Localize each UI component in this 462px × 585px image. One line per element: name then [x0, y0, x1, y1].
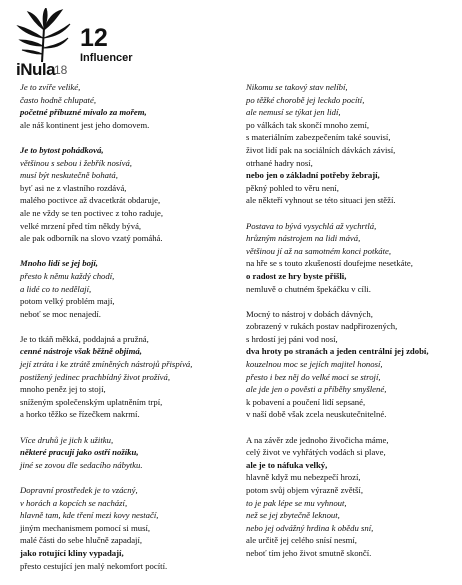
poem-line: Je to zvíře veliké,: [20, 82, 81, 92]
poem-line: ale jde jen o pověsti a příběhy smyšlené,: [246, 384, 387, 395]
poem-line: sníženým společenským uplatněním trpí,: [20, 396, 163, 407]
flower-icon: [14, 8, 74, 64]
stanza: [246, 308, 452, 421]
poem-line: zobrazený v rukách postav nadpřirozených,: [246, 321, 398, 332]
right-column: [246, 81, 452, 572]
poem-line: cenné nástroje však běžně objímá,: [20, 346, 142, 357]
poem-line: potom svůj objem výrazně zvětší,: [246, 485, 364, 495]
poem-line: Nikomu se takový stav nelíbí,: [246, 82, 348, 92]
poem-line: Postava to bývá vysychlá až vychrtlá,: [246, 220, 377, 231]
poem-line: A na závěr zde jednoho živočicha máme,: [246, 434, 389, 445]
inula-logo: [14, 8, 84, 80]
poem-line: Mnoho lidí se jej bojí,: [20, 258, 98, 269]
stanza: [20, 257, 230, 320]
poem-line: nemluvě o chutném špekáčku v cíli.: [246, 283, 371, 294]
stanza: [20, 144, 230, 245]
poem-line: o radost ze hry byste přišli,: [246, 270, 347, 281]
poem-line: ale náš kontinent jest jeho domovem.: [20, 119, 150, 130]
poem-line: po válkách tak skončí mnoho zemí,: [246, 119, 370, 130]
poem-line: po těžké chorobě jej leckdo pocítí,: [246, 94, 365, 105]
poem-line: Více druhů je jich k užitku,: [20, 434, 114, 445]
issue-number: 12: [80, 24, 108, 52]
poem-line: přesto k němu každý chodí,: [20, 270, 115, 281]
left-column: [20, 81, 230, 585]
poem-line: většinou jí až na samotném konci potkáte,: [246, 245, 392, 256]
poem-line: s materiálním zabezpečením také souvisí,: [246, 132, 391, 143]
poem-line: jako rotující kliny vypadají,: [20, 547, 124, 558]
poem-line: v horách a kopcích se nachází,: [20, 497, 128, 508]
poem-line: k pobavení a poučení lidí sepsané,: [246, 396, 366, 407]
poem-line: život lidí pak na sociálních dávkách závisí,: [246, 144, 396, 155]
poem-line: dva hroty po stranách a jeden centrální jej zdobí,: [246, 346, 429, 357]
poem-line: musí být neskutečně bohatá,: [20, 170, 118, 181]
poem-line: její ztráta i ke ztrátě zmíněných nástrojů přispívá,: [20, 359, 193, 370]
poem-line: nebo jej odvážný hrdina k obědu sní,: [246, 522, 374, 533]
issue-title: Influencer: [80, 52, 133, 64]
poem-line: přesto i bez něj do velké moci se strojí,: [246, 371, 381, 382]
poem-line: jiným mechanismem pomocí si musí,: [20, 522, 151, 533]
stanza: [246, 434, 452, 560]
poem-line: neboť tím jeho život smutně skončí.: [246, 547, 372, 558]
poem-line: potom velký problém mají,: [20, 296, 115, 307]
poem-line: neboť se moc nenajedí.: [20, 308, 101, 319]
page-header: [14, 8, 214, 80]
poem-line: ale nemusí se týkat jen lidí,: [246, 107, 341, 118]
poem-line: početné příbuzné mívalo za mořem,: [20, 107, 147, 118]
poem-line: než se jej zbytečně leknout,: [246, 510, 340, 521]
poem-line: Dopravní prostředek je to vzácný,: [20, 485, 138, 495]
poem-line: otrhané hadry nosí,: [246, 157, 313, 168]
stanza: [20, 81, 230, 131]
poem-line: velké mrzení před tím někdy bývá,: [20, 220, 142, 231]
poem-line: na hře se s touto zkušeností doufejme nesetkáte,: [246, 258, 413, 269]
poem-line: byť asi ne z vlastního rozdává,: [20, 182, 127, 193]
poem-line: většinou s sebou i žebřík nosívá,: [20, 157, 132, 168]
poem-line: Mocný to nástroj v dobách dávných,: [246, 308, 373, 319]
poem-line: ale ne vždy se ten poctivec z toho raduje,: [20, 207, 164, 218]
stanza: [246, 81, 452, 207]
poem-line: hlavně tam, kde tření mezi kovy nestačí,: [20, 510, 159, 521]
poem-line: to je pak lépe se mu vyhnout,: [246, 497, 347, 508]
poem-line: Je to tkáň měkká, poddajná a pružná,: [20, 333, 149, 344]
poem-line: přesto cestující jen malý nekomfort pocítí.: [20, 560, 168, 571]
poem-line: hrůzným nástrojem na lidi mává,: [246, 233, 361, 244]
poem-line: malé části do sebe hlučně zapadají,: [20, 535, 143, 546]
logo-text: iNula: [16, 60, 56, 79]
poem-line: a horko těžko se řízečkem nakrmí.: [20, 409, 140, 420]
stanza: [20, 484, 230, 572]
poem-line: a lidé co to nedělají,: [20, 283, 92, 294]
poem-line: nebo jen o základní potřeby žebrají,: [246, 170, 380, 181]
logo-superscript: 18: [54, 63, 68, 77]
poem-line: kouzelnou moc se jejích majitel honosí,: [246, 359, 383, 370]
poem-line: v naší době však zcela neuskutečnitelné.: [246, 409, 387, 420]
poem-line: jiné se zovou dle sedacího nábytku.: [20, 459, 143, 470]
poem-line: pěkný pohled to věru není,: [246, 182, 339, 193]
poem-line: často hodně chlupaté,: [20, 94, 96, 105]
poem-line: hlavně když mu nebezpečí hrozí,: [246, 472, 361, 483]
poem-line: Je to bytost pohádková,: [20, 144, 104, 155]
poem-line: ale určitě jej celého snísí nesmí,: [246, 535, 357, 546]
stanza: [20, 434, 230, 472]
poem-line: ale pak odborník na slovo vzatý pomáhá.: [20, 233, 163, 244]
poem-line: ale někteří vyhnout se této situaci jen stěží.: [246, 195, 396, 206]
poem-line: mnoho peněz jej to stojí,: [20, 384, 106, 395]
poem-line: malého poctivce až dvacetkrát obdaruje,: [20, 195, 161, 206]
stanza: [20, 333, 230, 421]
poem-line: ale je to náfuka velký,: [246, 459, 328, 470]
poem-line: některé pracují jako ostří nožíku,: [20, 447, 139, 458]
poem-line: celý život ve vyhřátých vodách si plave,: [246, 447, 386, 458]
stanza: [246, 220, 452, 296]
poem-line: s hrdostí jej páni vod nosí,: [246, 333, 338, 344]
poem-line: postižený jedinec prachbídný život prožívá,: [20, 371, 170, 382]
